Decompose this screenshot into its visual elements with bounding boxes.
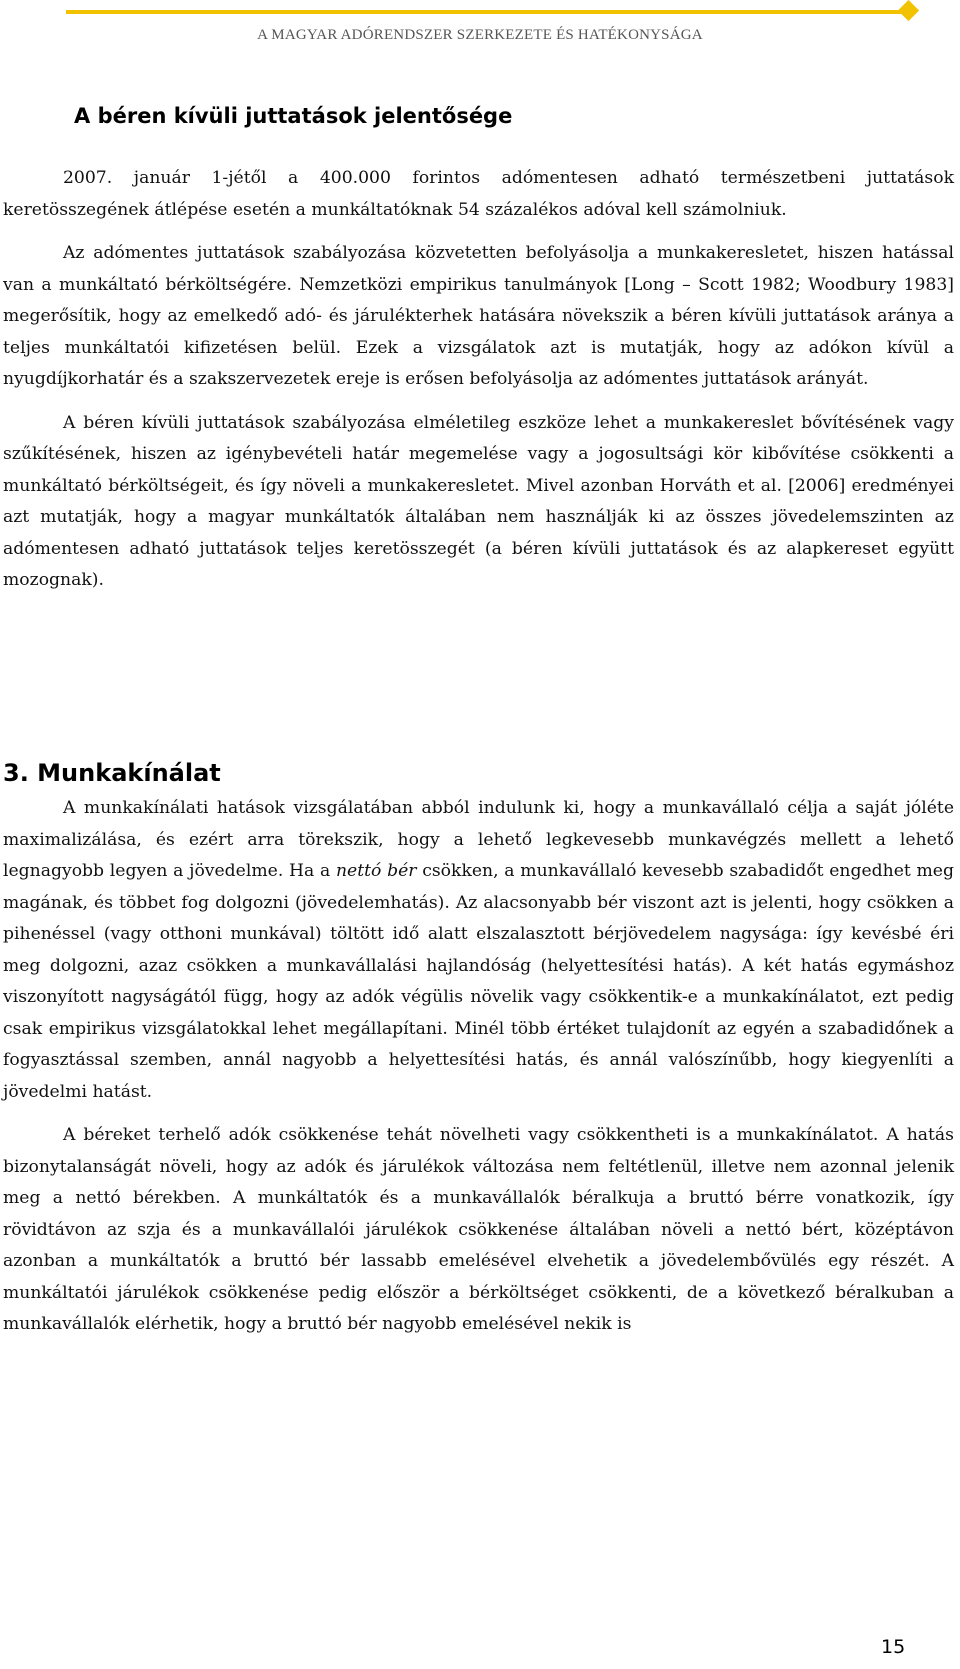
section-title: A béren kívüli juttatások jelentősége — [74, 104, 513, 128]
header-rule — [66, 10, 916, 14]
paragraph: Az adómentes juttatások szabályozása közvetetten befolyásolja a munkakeresletet, hiszen hatással van a munkáltató bérköltségére. Nemzetközi empirikus tanulmányok [Long – Scott 1982; Woodbury 1983] megerősítik, hogy az emelkedő adó- és járulékterhek hatására növekszik a béren kívüli juttatások aránya a teljes munkáltatói kifizetésen belül. Ezek a vizsgálatok azt is mutatják, hogy az adókon kívül a nyugdíjkorhatár és a szakszervezetek ereje is erősen befolyásolja az adómentes juttatások arányát. — [3, 243, 954, 389]
body-text-block-1 — [3, 163, 954, 597]
paragraph-text: csökken, a munkavállaló kevesebb szabadidőt engedhet meg magának, és többet fog dolgozni (jövedelemhatás). Az alacsonyabb bér viszont azt is jelenti, hogy csökken a pihenéssel (vagy otthoni munkával) töltött idő alatt elszalasztott bérjövedelem nagysága: így kevésbé éri meg dolgozni, azaz csökken a munkavállalási hajlandóság (helyettesítési hatás). A két hatás egymáshoz viszonyított nagyságától függ, hogy az adók végülis növelik vagy csökkentik-e a munkakínálatot, ezt pedig csak empirikus vizsgálatokkal lehet megállapítani. Minél több értéket tulajdonít az egyén a szabadidőnek a fogyasztással szemben, annál nagyobb a helyettesítési hatás, és annál valószínűbb, hogy kiegyenlíti a jövedelmi hatást. — [3, 861, 954, 1102]
paragraph: A béren kívüli juttatások szabályozása elméletileg eszköze lehet a munkakereslet bővítésének vagy szűkítésének, hiszen az igénybevételi határ megemelése vagy a jogosultsági kör kibővítése csökkenti a munkáltató bérköltségeit, és így növeli a munkakeresletet. Mivel azonban Horváth et al. [2006] eredményei azt mutatják, hogy a magyar munkáltatók általában nem használják ki az összes jövedelemszinten az adómentesen adható juttatások teljes keretösszegét (a béren kívüli juttatások és az alapkereset együtt mozognak). — [3, 412, 954, 590]
chapter-heading: 3. Munkakínálat — [3, 759, 221, 787]
body-text-block-2 — [3, 793, 954, 1341]
paragraph-text: A munkakínálati hatások vizsgálatában abból indulunk ki, hogy a munkavállaló célja a saját jóléte maximalizálása, és ezért arra törekszik, hogy a lehető legkevesebb munkavégzés mellett a lehető legnagyobb legyen a jövedelme. Ha a — [3, 798, 954, 881]
paragraph: A béreket terhelő adók csökkenése tehát növelheti vagy csökkentheti is a munkakínálatot. A hatás bizonytalanságát növeli, hogy az adók és járulékok változása nem feltétlenül, illetve nem azonnal jelenik meg a nettó bérekben. A munkáltatók és a munkavállalók béralkuja a bruttó bérre vonatkozik, így rövidtávon az szja és a munkavállalói járulékok csökkenése általában növeli a nettó bért, középtávon azonban a munkáltatók a bruttó bér lassabb emelésével elvehetik a jövedelembővülés egy részét. A munkáltatói járulékok csökkenése pedig először a bérköltséget csökkenti, de a következő béralkuban a munkavállalók elérhetik, hogy a bruttó bér nagyobb emelésével nekik is — [3, 1125, 954, 1334]
header-diamond-ornament — [898, 0, 919, 21]
page-number: 15 — [881, 1636, 906, 1658]
paragraph — [3, 793, 954, 1108]
paragraph: 2007. január 1-jétől a 400.000 forintos adómentesen adható természetbeni juttatások keretösszegének átlépése esetén a munkáltatóknak 54 százalékos adóval kell számolniuk. — [3, 168, 954, 220]
running-header: A MAGYAR ADÓRENDSZER SZERKEZETE ÉS HATÉKONYSÁGA — [257, 27, 703, 43]
italic-term: nettó bér — [335, 861, 417, 881]
